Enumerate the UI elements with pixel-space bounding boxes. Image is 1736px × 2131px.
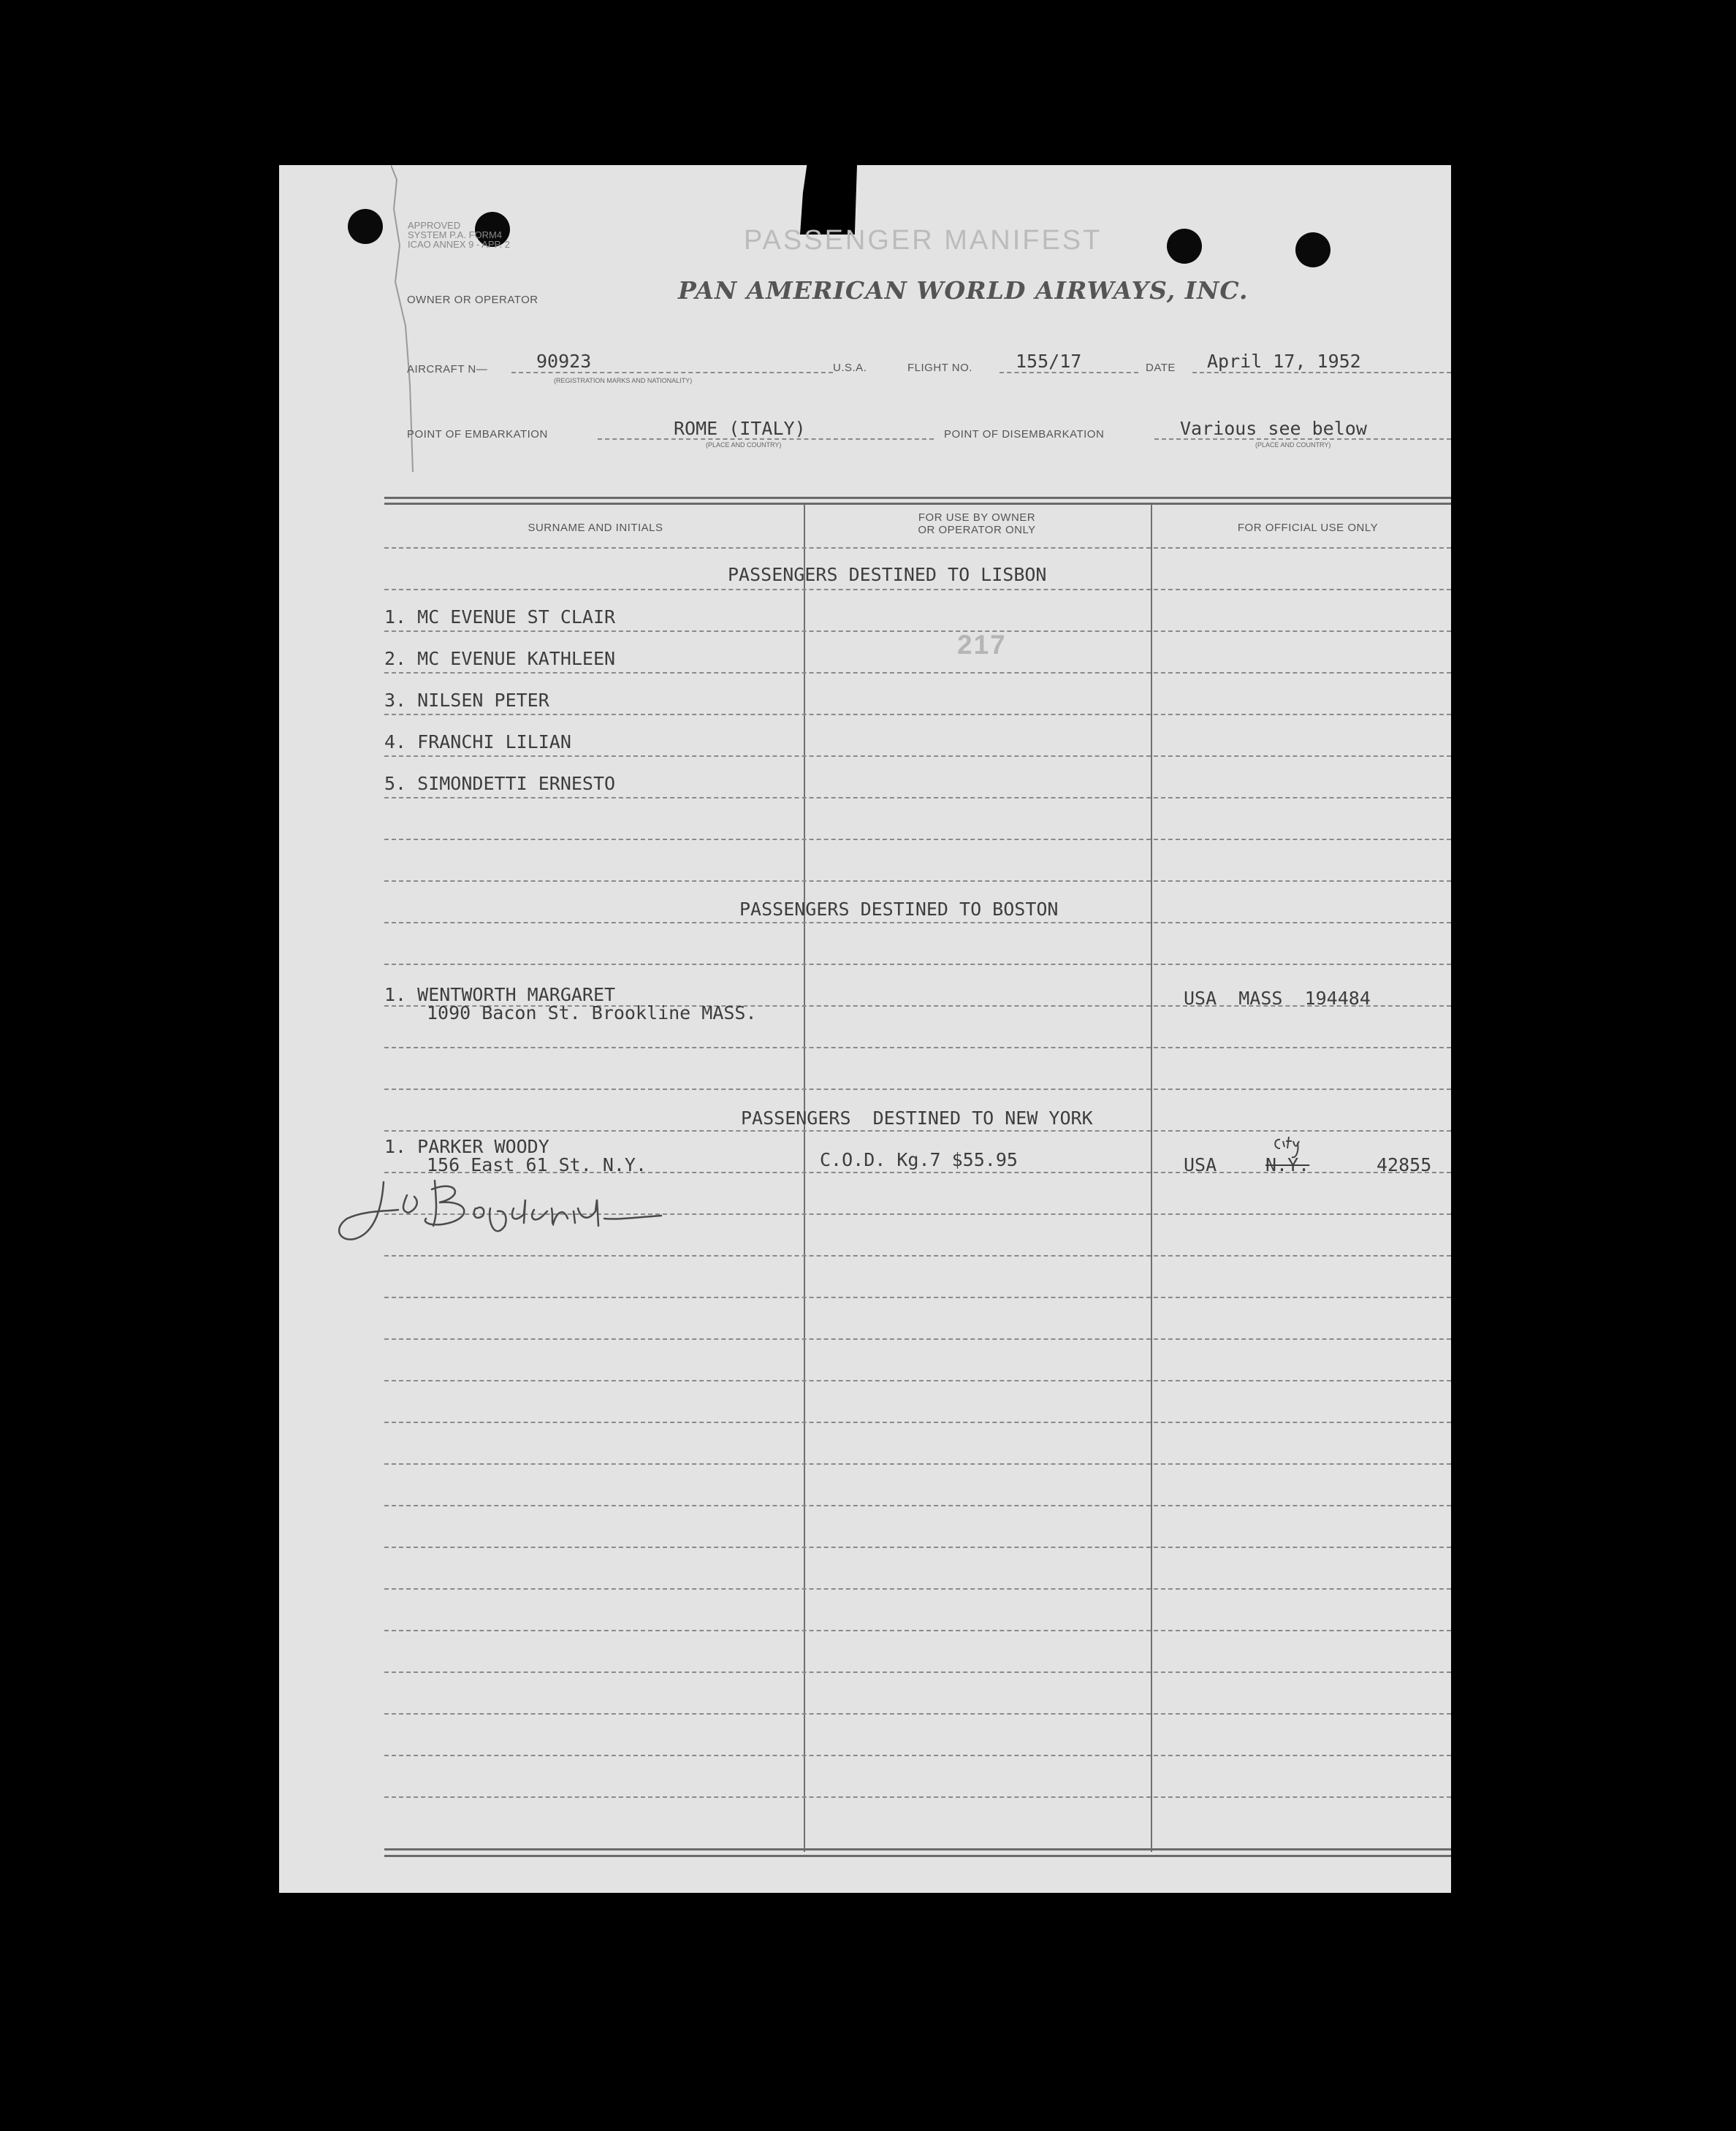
column-head-surname: SURNAME AND INITIALS: [528, 522, 663, 534]
official-entry-boston: USA MASS 194484: [1184, 988, 1371, 1009]
official-number: 42855: [1377, 1154, 1432, 1175]
aircraft-sub: (REGISTRATION MARKS AND NATIONALITY): [554, 377, 693, 384]
section-heading-boston: PASSENGERS DESTINED TO BOSTON: [739, 899, 1059, 920]
row-line: [384, 1297, 1451, 1298]
row-line: [384, 630, 1451, 632]
passenger-address: 156 East 61 St. N.Y.: [427, 1154, 647, 1175]
passenger-row: 1. MC EVENUE ST CLAIR: [384, 606, 616, 628]
owner-label: OWNER OR OPERATOR: [407, 294, 538, 306]
row-line: [384, 1547, 1451, 1548]
column-head-official: FOR OFFICIAL USE ONLY: [1237, 522, 1379, 534]
passenger-row: 3. NILSEN PETER: [384, 690, 549, 711]
row-line: [384, 1047, 1451, 1048]
row-line: [384, 880, 1451, 882]
section-heading-new-york: PASSENGERS DESTINED TO NEW YORK: [741, 1108, 1093, 1129]
handwritten-signature: [332, 1167, 742, 1248]
row-line: [384, 1422, 1451, 1423]
disembark-label: POINT OF DISEMBARKATION: [944, 428, 1105, 441]
column-divider-2: [1151, 504, 1152, 1852]
embark-sub: (PLACE AND COUNTRY): [706, 441, 782, 449]
row-line: [384, 1338, 1451, 1340]
section-heading-lisbon: PASSENGERS DESTINED TO LISBON: [728, 564, 1047, 585]
passenger-row: 4. FRANCHI LILIAN: [384, 731, 571, 752]
approval-note: APPROVED SYSTEM P.A. FORM4 ICAO ANNEX 9 - APP. 2: [408, 220, 510, 250]
aircraft-value: 90923: [536, 351, 592, 372]
disembark-sub: (PLACE AND COUNTRY): [1255, 441, 1331, 449]
passenger-address: 1090 Bacon St. Brookline MASS.: [427, 1002, 757, 1023]
row-line: [384, 547, 1451, 549]
row-line: [384, 1588, 1451, 1590]
passenger-row: 1. PARKER WOODY: [384, 1136, 549, 1157]
passenger-row: 2. MC EVENUE KATHLEEN: [384, 648, 616, 669]
aircraft-label: AIRCRAFT N—: [407, 363, 488, 376]
row-line: [384, 1671, 1451, 1673]
handwritten-note-city: [1270, 1131, 1314, 1160]
row-line: [384, 1630, 1451, 1631]
date-label: DATE: [1146, 362, 1176, 374]
row-line: [384, 1755, 1451, 1756]
column-divider-1: [804, 504, 805, 1852]
table-bottom-rule-1: [384, 1848, 1451, 1850]
usa-label: U.S.A.: [833, 362, 867, 374]
flight-value: 155/17: [1016, 351, 1082, 372]
row-line: [384, 839, 1451, 840]
row-line: [384, 1380, 1451, 1381]
row-line: [384, 964, 1451, 965]
owner-note-cod: C.O.D. Kg.7 $55.95: [820, 1149, 1018, 1170]
table-top-rule-1: [384, 497, 1451, 499]
row-line: [384, 1505, 1451, 1506]
row-line: [384, 1463, 1451, 1465]
official-country: USA: [1184, 1154, 1217, 1175]
row-line: [384, 1255, 1451, 1257]
official-state: N.Y.: [1265, 1154, 1310, 1175]
disembark-underline: [1154, 438, 1451, 440]
row-line: [384, 797, 1451, 798]
row-line: [384, 755, 1451, 757]
operator-name: PAN AMERICAN WORLD AIRWAYS, INC.: [678, 276, 1249, 305]
punch-hole-1: [348, 209, 383, 244]
punch-hole-3: [1167, 229, 1202, 264]
row-line: [384, 714, 1451, 715]
row-line: [384, 1089, 1451, 1090]
embark-underline: [598, 438, 934, 440]
paper-tear: [800, 165, 857, 235]
date-value: April 17, 1952: [1207, 351, 1361, 372]
aircraft-underline: [511, 372, 833, 373]
stamp-number: 217: [957, 630, 1007, 660]
embark-label: POINT OF EMBARKATION: [407, 428, 548, 441]
flight-label: FLIGHT NO.: [907, 362, 972, 374]
disembark-value: Various see below: [1180, 418, 1367, 439]
page-title: PASSENGER MANIFEST: [744, 225, 1103, 256]
row-line: [384, 922, 1451, 923]
paper-crack: [391, 165, 471, 472]
date-underline: [1192, 372, 1451, 373]
passenger-row: 5. SIMONDETTI ERNESTO: [384, 773, 616, 794]
passenger-row: 1. WENTWORTH MARGARET: [384, 984, 616, 1005]
row-line: [384, 1796, 1451, 1798]
column-head-owner: FOR USE BY OWNER OR OPERATOR ONLY: [918, 511, 1036, 536]
row-line: [384, 672, 1451, 674]
table-bottom-rule-2: [384, 1855, 1451, 1857]
flight-underline: [1000, 372, 1138, 373]
punch-hole-4: [1295, 232, 1330, 267]
row-line: [384, 1713, 1451, 1715]
table-top-rule-2: [384, 503, 1451, 505]
row-line: [384, 589, 1451, 590]
embark-value: ROME (ITALY): [674, 418, 806, 439]
